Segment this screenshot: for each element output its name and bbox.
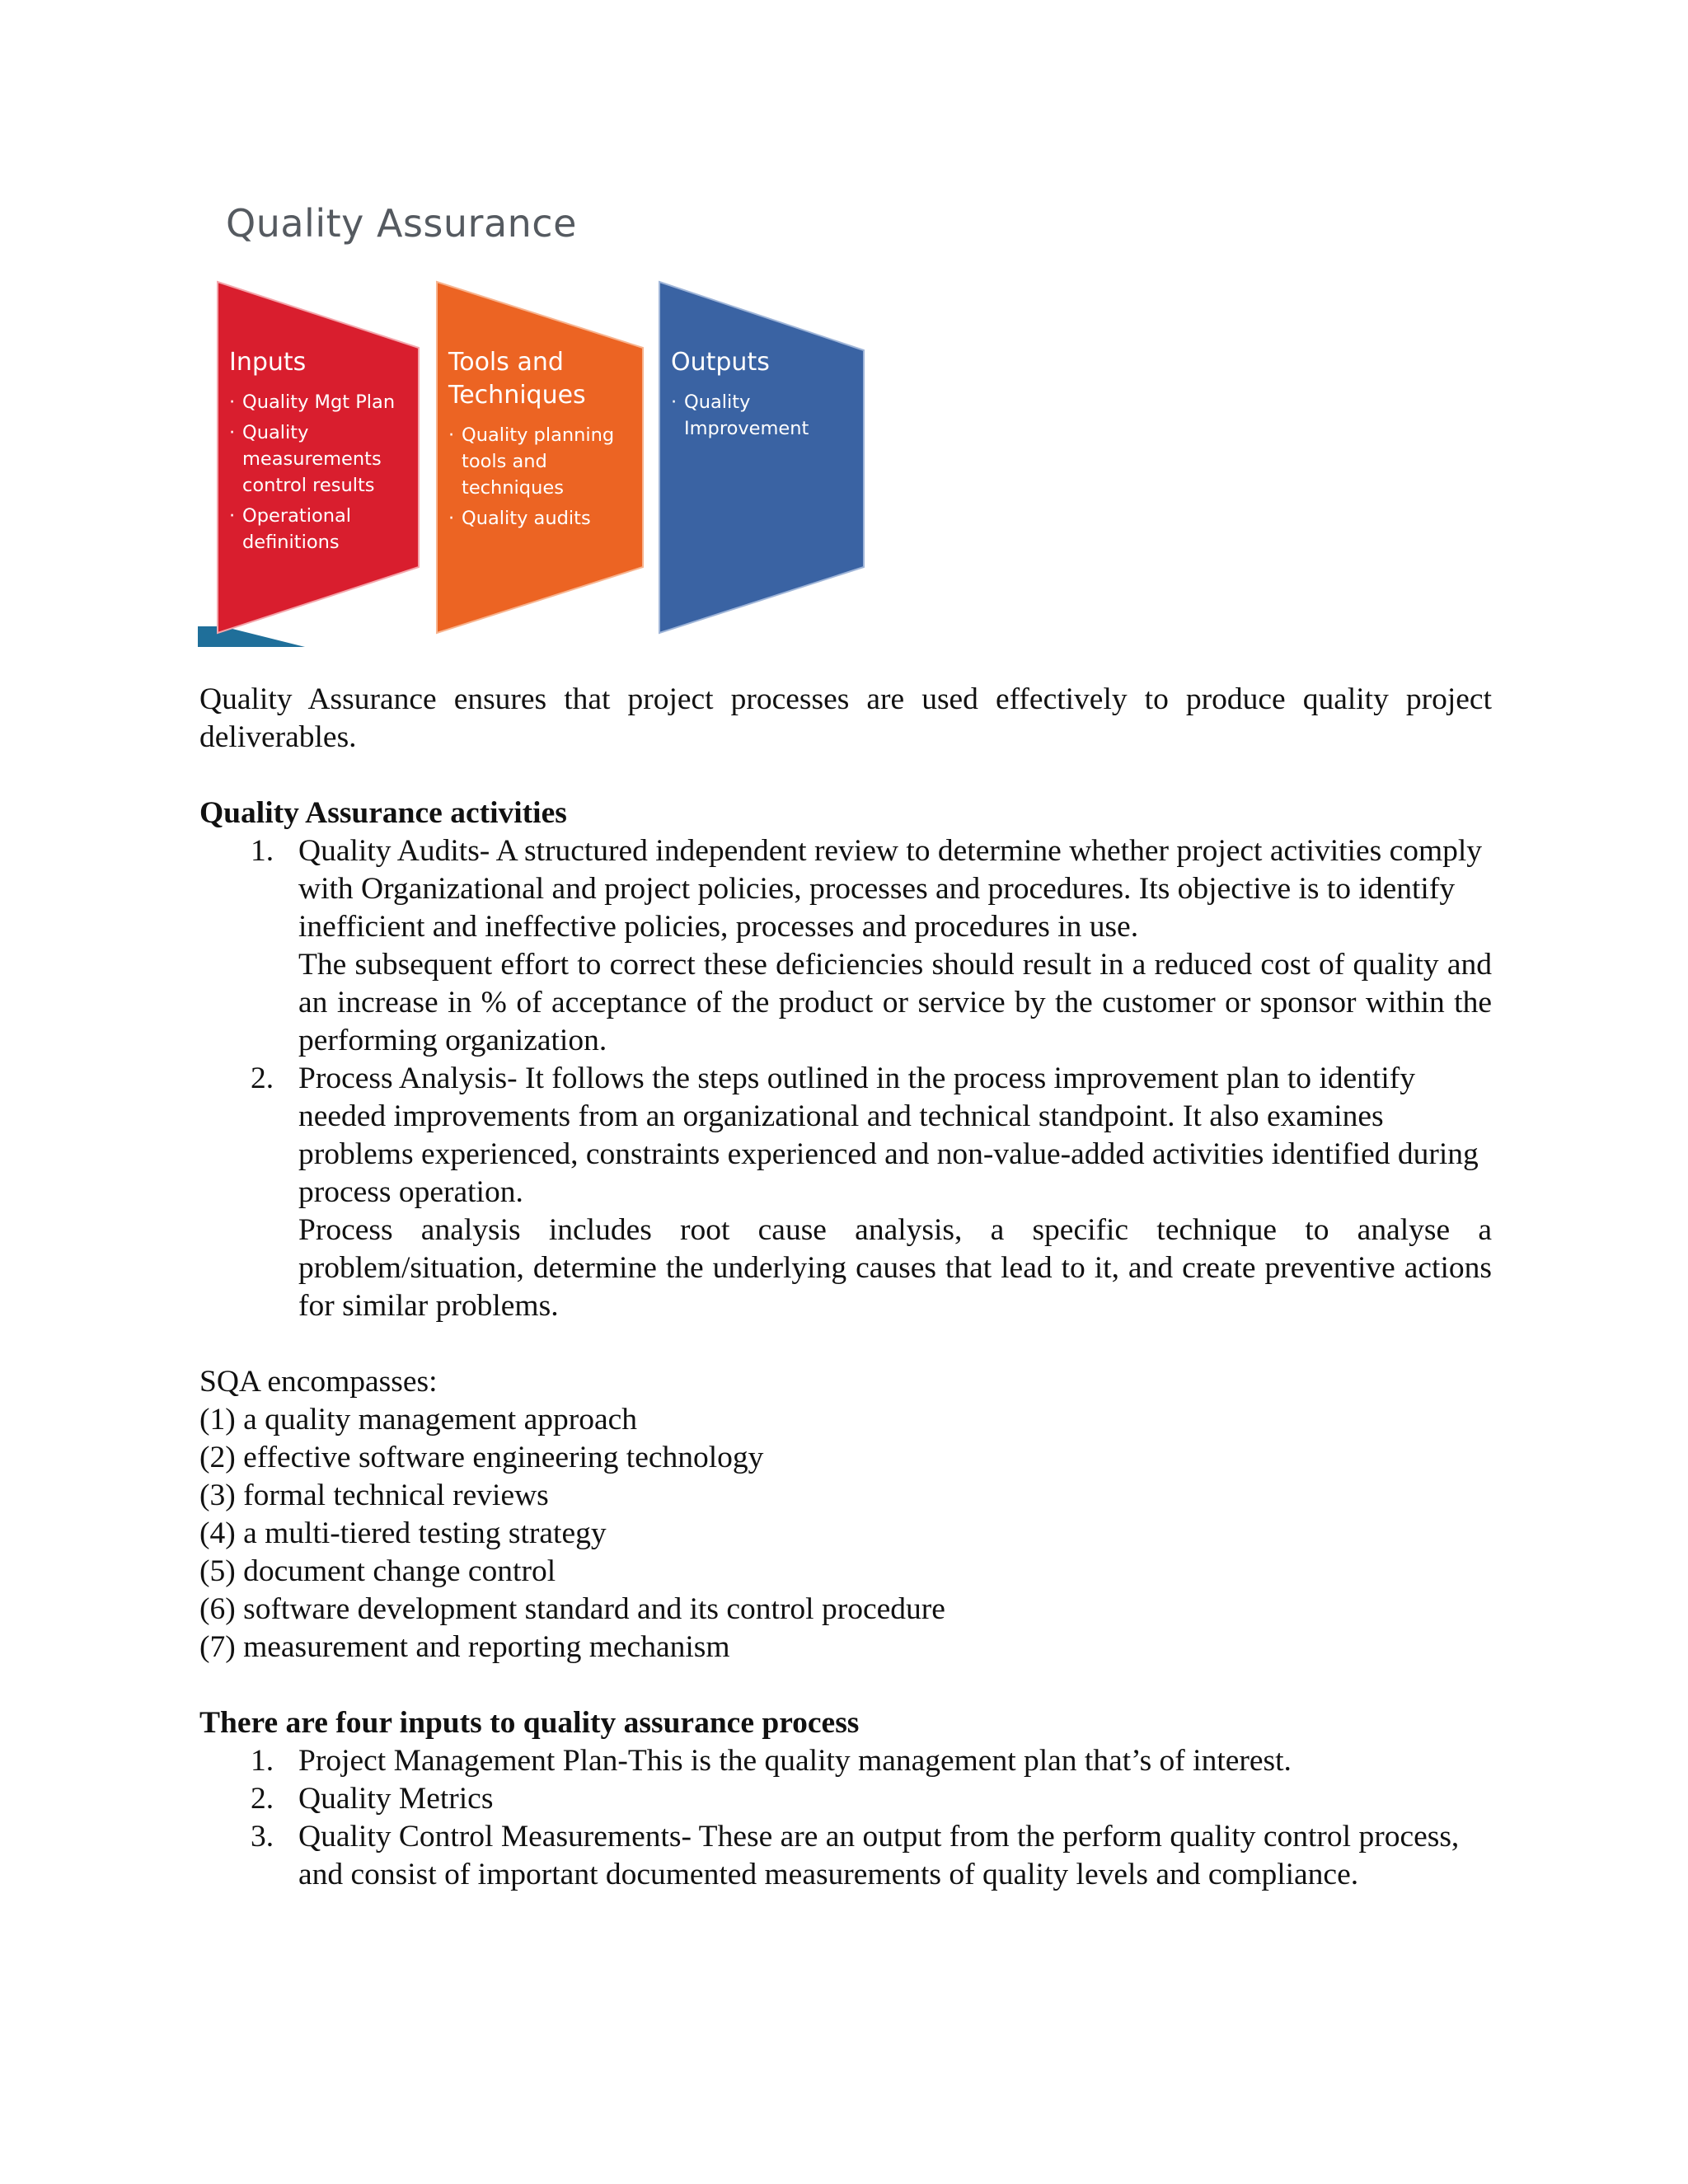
list-item: 2. Process Analysis- It follows the steps outlined in the process improvement plan to identify needed improvements from an organizational and technical standpoint. It also examines problems experienced, constraints experienced and non-value-added activities identified during process operation. Process analysis includes root cause analysis, a specific technique to analyse a problem/situation, determine the underlying causes that lead to it, and create preventive actions for similar problems.: [199, 1060, 1492, 1325]
inputs-section-list: [199, 1742, 1492, 1894]
list-item: 3. Quality Control Measurements- These are an output from the perform quality control process, and consist of important documented measurements of quality levels and compliance.: [199, 1818, 1492, 1894]
sqa-heading: SQA encompasses:: [199, 1365, 438, 1399]
list-item: 2. Quality Metrics: [199, 1780, 1492, 1818]
accent-shape: [198, 626, 305, 647]
activity-subtext: The subsequent effort to correct these deficiencies should result in a reduced cost of quality and an increase in % of acceptance of the product or service by the customer or sponsor within the performing organization.: [298, 948, 1492, 1057]
inputs-item: · Quality measurements control results: [229, 419, 419, 499]
outputs-list: [671, 389, 865, 442]
sqa-item: (7) measurement and reporting mechanism: [199, 1630, 730, 1664]
tools-heading: Tools and Techniques: [448, 348, 586, 410]
activities-heading: Quality Assurance activities: [199, 796, 567, 830]
sqa-item: (4) a multi-tiered testing strategy: [199, 1516, 607, 1550]
sqa-item: (6) software development standard and its control procedure: [199, 1592, 945, 1626]
inputs-item: · Quality Mgt Plan: [229, 389, 419, 415]
quality-assurance-diagram: [198, 198, 874, 647]
tools-list: [448, 422, 643, 532]
sqa-item: (1) a quality management approach: [199, 1403, 638, 1436]
sqa-item: (5) document change control: [199, 1554, 556, 1588]
inputs-list: [229, 389, 419, 555]
tools-panel-text: [448, 346, 643, 536]
inputs-panel-text: [229, 346, 419, 560]
inputs-heading: Inputs: [229, 348, 307, 377]
tools-item: · Quality planning tools and techniques: [448, 422, 643, 501]
activity-subtext: Process analysis includes root cause analysis, a specific technique to analyse a problem/situation, determine the underlying causes that lead to it, and create preventive actions for similar problems.: [298, 1213, 1492, 1323]
tools-item: · Quality audits: [448, 505, 643, 532]
list-item: 1. Quality Audits- A structured independent review to determine whether project activities comply with Organizational and project policies, processes and procedures. Its objective is to identify inefficient and ineffective policies, processes and procedures in use. The subsequent effort to correct these deficiencies should result in a reduced cost of quality and an increase in % of acceptance of the product or service by the customer or sponsor within the performing organization.: [199, 832, 1492, 1060]
inputs-item: · Operational definitions: [229, 503, 419, 555]
outputs-item: · Quality Improvement: [671, 389, 865, 442]
input-text: Project Management Plan-This is the quality management plan that’s of interest.: [298, 1744, 1292, 1778]
activity-text: Process Analysis- It follows the steps outlined in the process improvement plan to identify needed improvements from an organizational and technical standpoint. It also examines problems experienced, constraints experienced and non-value-added activities identified during process operation.: [298, 1062, 1479, 1209]
sqa-item: (2) effective software engineering technology: [199, 1441, 764, 1474]
intro-paragraph: Quality Assurance ensures that project processes are used effectively to produce quality project deliverables.: [199, 682, 1492, 754]
activities-list: [199, 832, 1492, 1325]
activity-text: Quality Audits- A structured independent review to determine whether project activities comply with Organizational and project policies, processes and procedures. Its objective is to identify inefficient and ineffective policies, processes and procedures in use.: [298, 834, 1483, 944]
inputs-section-heading: There are four inputs to quality assurance process: [199, 1706, 860, 1740]
outputs-panel: [659, 282, 864, 633]
outputs-heading: Outputs: [671, 348, 770, 377]
diagram-title: Quality Assurance: [226, 201, 577, 246]
sqa-item: (3) formal technical reviews: [199, 1479, 549, 1512]
outputs-panel-text: [671, 346, 865, 446]
input-text: Quality Control Measurements- These are an output from the perform quality control process, and consist of important documented measurements of quality levels and compliance.: [298, 1820, 1460, 1891]
document-body: [199, 681, 1492, 1894]
list-item: 1. Project Management Plan-This is the quality management plan that’s of interest.: [199, 1742, 1492, 1780]
input-text: Quality Metrics: [298, 1782, 494, 1816]
